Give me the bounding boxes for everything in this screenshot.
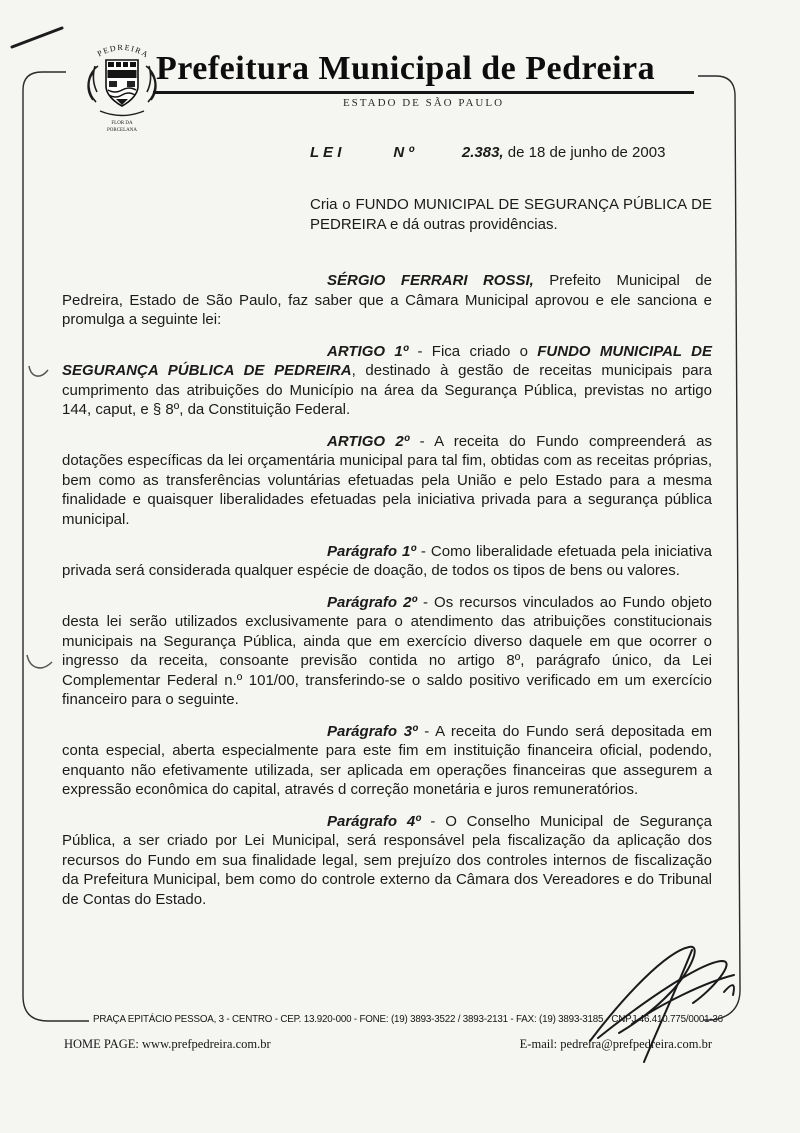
paragraph-text: Prefeito Municipal de Pedreira, Estado de São Paulo, faz saber que a Câmara Municipal aprovou e ele sanciona e promulga a seguinte lei: <box>62 272 712 329</box>
law-date: de 18 de junho de 2003 <box>507 144 666 161</box>
crest-ribbon <box>100 111 144 116</box>
margin-scribble-2 <box>27 655 52 668</box>
document-body <box>62 143 712 922</box>
law-number: 2.383, <box>461 144 504 161</box>
paragraph-text: , destinado à gestão de receitas municipais para cumprimento das atribuições do Município na área da Segurança Pública, previstas no artigo 144, caput, e § 8º, da Constituição Federal. <box>62 362 712 419</box>
law-summary: Cria o FUNDO MUNICIPAL DE SEGURANÇA PÚBLICA DE PEDREIRA e dá outras providências. <box>310 196 712 233</box>
law-paragraphs <box>62 271 712 909</box>
crest-arc-text: PEDREIRA <box>95 42 151 60</box>
footer-email: E-mail: pedreira@prefpedreira.com.br <box>519 1037 712 1051</box>
margin-scribble-1 <box>29 366 48 376</box>
crest-motto-line2: PORCELANA <box>106 128 138 133</box>
law-paragraph <box>62 342 712 420</box>
law-number-symbol: N º <box>393 144 414 161</box>
paragraph-heading: Parágrafo 4º <box>327 812 421 830</box>
paragraph-text: - Como liberalidade efetuada pela iniciativa privada será considerada qualquer espécie de doação, de todos os tipos de bens ou valores. <box>62 542 712 579</box>
paragraph-heading: ARTIGO 1º <box>327 342 409 360</box>
paragraph-heading: ARTIGO 2º <box>327 433 410 451</box>
title-underline <box>153 91 694 94</box>
law-label: L E I <box>310 144 342 161</box>
law-paragraph <box>62 812 712 909</box>
letterhead-subtitle: ESTADO DE SÃO PAULO <box>342 97 505 109</box>
paragraph-heading: FUNDO MUNICIPAL DE SEGURANÇA PÚBLICA DE PEDREIRA <box>62 342 712 380</box>
pedreira-coat-of-arms <box>82 38 162 140</box>
paragraph-text: - Os recursos vinculados ao Fundo objeto desta lei serão utilizados exclusivamente para o atendimento das atribuições constitucionais municipais na Segurança Pública, ainda que em exercício diverso daquele em que ocorrer o ingresso da receita, consoante previsão contida no artigo 8º, parágrafo único, da Lei Complementar Federal n.º 101/00, transferindo-se o saldo positivo verificado em um exercício financeiro para o seguinte. <box>62 593 712 708</box>
paragraph-text: - A receita do Fundo compreenderá as dotações específicas da lei orçamentária municipal para tal fim, obtidas com as receitas próprias, bem como as transferências voluntárias efetuadas pela União e pelo Estado para a mesma finalidade e quaisquer liberalidades efetuadas pela iniciativa privada para a segurança pública municipal. <box>62 433 712 528</box>
law-paragraph <box>62 722 712 800</box>
law-paragraph <box>62 432 712 529</box>
footer-homepage: HOME PAGE: www.prefpedreira.com.br <box>64 1037 271 1051</box>
letterhead-title: Prefeitura Municipal de Pedreira <box>156 50 656 87</box>
svg-text:PEDREIRA <box>96 43 151 60</box>
paragraph-heading: SÉRGIO FERRARI ROSSI, <box>327 272 534 290</box>
paragraph-heading: Parágrafo 3º <box>327 722 418 740</box>
paragraph-heading: Parágrafo 2º <box>327 593 417 611</box>
paragraph-text: - O Conselho Municipal de Segurança Pública, a ser criado por Lei Municipal, será responsável pela fiscalização da aplicação dos recursos do Fundo em sua finalidade legal, sem prejuízo dos controles internos de fiscalização da Prefeitura Municipal, bem como do controle externo da Câmara dos Vereadores e do Tribunal de Contas do Estado. <box>62 812 712 908</box>
law-number-line <box>310 143 712 162</box>
crest-left-ornament <box>88 66 98 102</box>
paragraph-text: - Fica criado o <box>408 342 538 360</box>
footer-address-line: PRAÇA EPITÁCIO PESSOA, 3 - CENTRO - CEP. 13.920-000 - FONE: (19) 3893-3522 / 3893-2131 - FAX: (19) 3893-3185 - CNPJ 46.410.775/0001-36 <box>93 1014 723 1025</box>
paragraph-text: - A receita do Fundo será depositada em conta especial, aberta especialmente para este fim em instituição financeira oficial, podendo, enquanto não efetivamente utilizada, ser aplicada em operações financeiras que assegurem a expressão econômica do capital, através d correção monetária e juros remuneratórios. <box>62 722 712 799</box>
stray-pen-mark <box>12 28 62 47</box>
footer-contact-line <box>64 1037 712 1052</box>
paragraph-heading: Parágrafo 1º <box>327 542 416 560</box>
law-paragraph <box>62 542 712 581</box>
law-paragraph <box>62 271 712 329</box>
law-paragraph <box>62 593 712 709</box>
crest-motto-line1: FLOR DA <box>111 121 133 126</box>
